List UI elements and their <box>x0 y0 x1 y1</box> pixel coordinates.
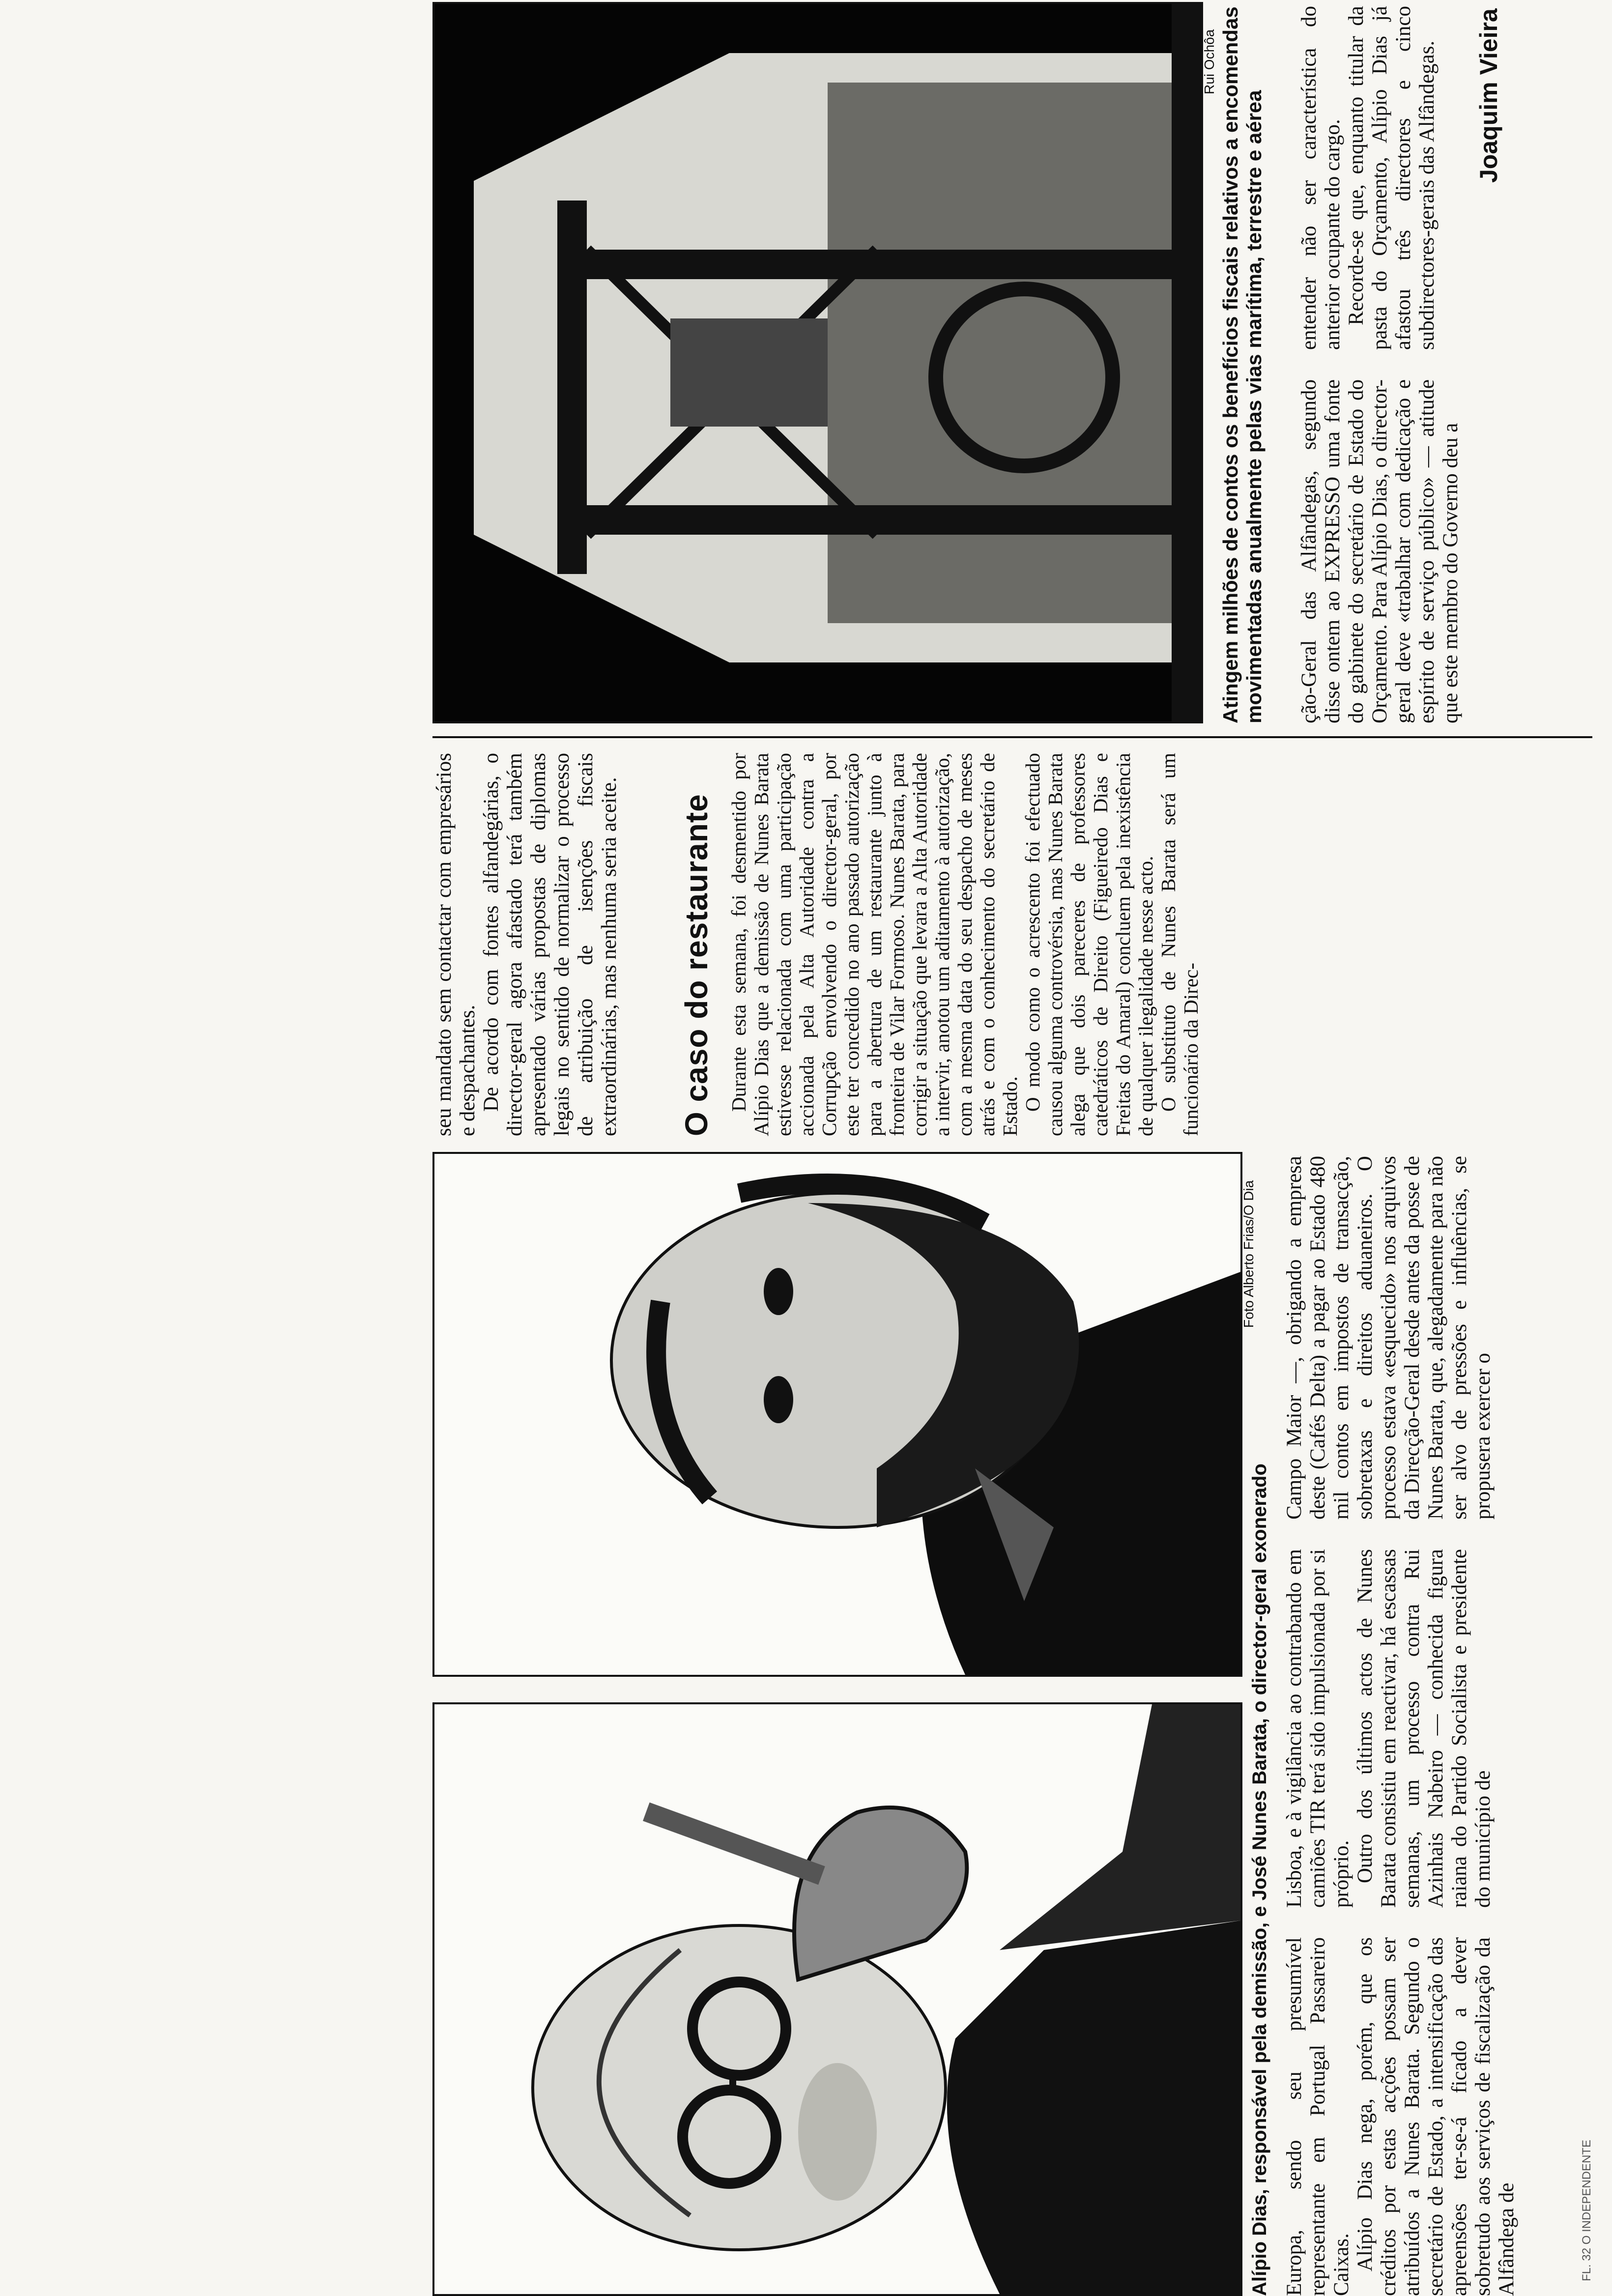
author-byline: Joaquim Vieira <box>1475 8 1502 183</box>
article-column-4 <box>432 753 621 1136</box>
article-column-3 <box>1283 1156 1495 1520</box>
column-1-para-1: Europa, sendo seu presumível representante em Portugal Passareiro Caixas. <box>1283 1937 1353 2296</box>
column-3-para-1: Campo Maior —, obrigando a empresa deste (Cafés Delta) a pagar ao Estado 480 mil contos em impostos de transacção, sobretaxas e direitos aduaneiros. O processo estava «esquecido» nos arquivos da Direcção-Geral desde antes da posse de Nunes Barata, que, alegadamente para não ser alvo de pressões e influências, se propusera exercer o <box>1283 1156 1495 1520</box>
article-column-4b <box>727 753 1202 1136</box>
portrait-illustration-1 <box>434 1704 1240 2294</box>
photo-port-crane <box>432 2 1203 723</box>
column-divider <box>432 736 1592 738</box>
column-2-para-2: Outro dos últimos actos de Nunes Barata consistiu em reactivar, há escassas semanas, um processo contra Rui Azinhais Nabeiro — conhecida figura raiana do Partido Socialista e presidente do município de <box>1353 1549 1495 1908</box>
column-4-para-1: seu mandato sem contactar com empresários e despachantes. <box>432 753 479 1136</box>
column-4b-para-1: Durante esta semana, foi desmentido por Alípio Dias que a demissão de Nunes Barata estivesse relacionada com uma participação accionada pela Alta Autoridade contra a Corrupção envolvendo o director-geral, por este ter concedido no ano passado autorização para a abertura de um restaurante junto à fronteira de Vilar Formoso. Nunes Barata, para corrigir a situação que levara a Alta Autoridade a intervir, anotou um aditamento à autorização, com a mesma data do seu despacho de meses atrás e com o conhecimento do secretário de Estado. <box>727 753 1021 1136</box>
column-6-para-2: Recorde-se que, enquanto titular da pasta do Orçamento, Alípio Dias já afastou três directores e cinco subdirectores-gerais das Alfândegas. <box>1345 6 1439 350</box>
port-crane-illustration <box>434 4 1201 721</box>
caption-portraits: Alípio Dias, responsável pela demissão, e José Nunes Barata, o director-geral exonerado <box>1249 1464 1270 2296</box>
article-column-1 <box>1283 1937 1519 2296</box>
column-4-para-2: De acordo com fontes alfandegárias, o director-geral agora afastado terá também apresentado várias propostas de diplomas legais no sentido de normalizar o processo de atribuição de isenções fiscais extraordinárias, mas nenhuma seria aceite. <box>480 753 621 1136</box>
page-folio: FL. 32 O INDEPENDENTE <box>1580 2139 1593 2281</box>
photo-alipio-dias <box>432 1702 1242 2296</box>
article-column-5 <box>1297 379 1463 723</box>
caption-port: Atingem milhões de contos os benefícios fiscais relativos a encomendas movimentadas anualmente pelas vias marítima, terrestre e aérea <box>1219 6 1266 723</box>
column-4b-para-3: O substituto de Nunes Barata será um funcionário da Direc- <box>1157 753 1202 1136</box>
column-6-para-1: entender não ser característica do anterior ocupante do cargo. <box>1297 6 1344 350</box>
column-2-para-1: Lisboa, e à vigilância ao contrabando em camiões TIR terá sido impulsionada por si próprio. <box>1283 1549 1353 1908</box>
photo-credit-port: Rui Ochôa <box>1202 29 1217 94</box>
article-column-6 <box>1297 6 1439 350</box>
portrait-illustration-2 <box>434 1154 1240 1675</box>
article-column-2 <box>1283 1549 1495 1908</box>
column-1-para-2: Alípio Dias nega, porém, que os créditos por estas acções possam ser atribuídos a Nunes Barata. Segundo o secretário de Estado, a intensificação das apreensões ter-se-á ficado a dever sobretudo aos serviços de fiscalização da Alfândega de <box>1353 1937 1518 2296</box>
photo-nunes-barata <box>432 1152 1242 1677</box>
subhead-restaurant: O caso do restaurante <box>679 794 714 1136</box>
column-4b-para-2: O modo como o acrescento foi efectuado causou alguma controvérsia, mas Nunes Barata alega que dois pareceres de professores catedráticos de Direito (Figueiredo Dias e Freitas do Amaral) concluem pela inexistência de qualquer ilegalidade nesse acto. <box>1021 753 1157 1136</box>
photo-credit-portraits: Foto Alberto Frias/O Dia <box>1241 1180 1256 1328</box>
column-5-para-1: ção-Geral das Alfândegas, segundo disse ontem ao EXPRESSO uma fonte do gabinete do secretário de Estado do Orçamento. Para Alípio Dias, o director-geral deve «trabalhar com dedicação e espírito de serviço público» — atitude que este membro do Governo deu a <box>1297 379 1462 723</box>
